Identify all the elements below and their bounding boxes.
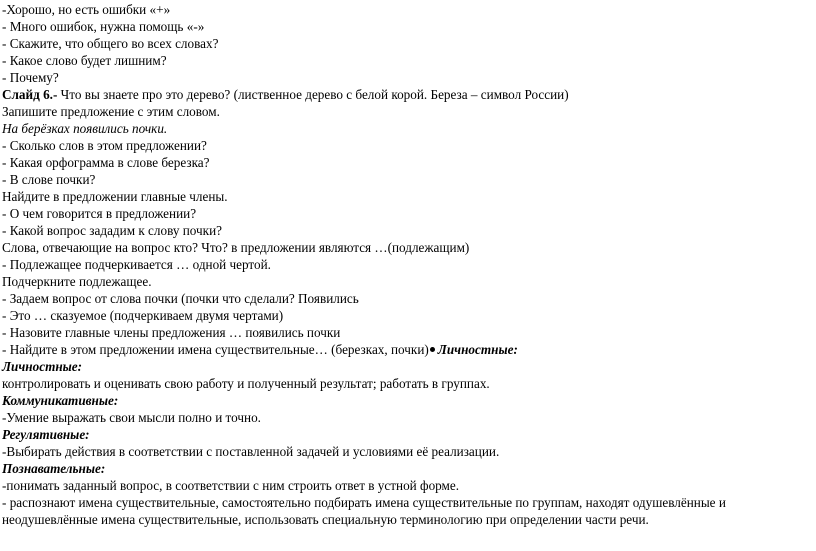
text-line: - Скажите, что общего во всех словах? xyxy=(2,36,219,51)
nouns-question: - Найдите в этом предложении имена существительные… (березках, почки) xyxy=(2,342,429,357)
section-heading-personal: Личностные: xyxy=(2,359,83,374)
text-line: -Хорошо, но есть ошибки «+» xyxy=(2,2,171,17)
text-line: - Это … сказуемое (подчеркиваем двумя чертами) xyxy=(2,308,284,323)
example-sentence: На берёзках появились почки. xyxy=(2,121,168,136)
slide-question: Что вы знаете про это дерево? (лиственное дерево с белой корой. Береза – символ России) xyxy=(57,87,569,102)
text-line: Найдите в предложении главные члены. xyxy=(2,189,228,204)
text-line: - Какая орфограмма в слове березка? xyxy=(2,155,210,170)
text-line: - Много ошибок, нужна помощь «-» xyxy=(2,19,205,34)
text-line: - Подлежащее подчеркивается … одной чертой. xyxy=(2,257,271,272)
section-heading-regulatory: Регулятивные: xyxy=(2,427,90,442)
text-line: Слова, отвечающие на вопрос кто? Что? в предложении являются …(подлежащим) xyxy=(2,240,470,255)
text-line: - Сколько слов в этом предложении? xyxy=(2,138,207,153)
slide-6-line xyxy=(2,86,569,103)
personal-heading-inline: Личностные: xyxy=(437,342,518,357)
text-line: - О чем говорится в предложении? xyxy=(2,206,197,221)
text-line: Подчеркните подлежащее. xyxy=(2,274,152,289)
text-line: - Задаем вопрос от слова почки (почки что сделали? Появились xyxy=(2,291,359,306)
text-line: Запишите предложение с этим словом. xyxy=(2,104,220,119)
text-line: - В слове почки? xyxy=(2,172,96,187)
text-line: -Умение выражать свои мысли полно и точно. xyxy=(2,410,261,425)
section-heading-communicative: Коммуникативные: xyxy=(2,393,119,408)
text-line: -понимать заданный вопрос, в соответствии с ним строить ответ в устной форме. xyxy=(2,478,460,493)
text-line: - Почему? xyxy=(2,70,59,85)
text-line: контролировать и оценивать свою работу и полученный результат; работать в группах. xyxy=(2,376,490,391)
text-line: - Какой вопрос зададим к слову почки? xyxy=(2,223,222,238)
section-heading-cognitive: Познавательные: xyxy=(2,461,106,476)
slide-label: Слайд 6.- xyxy=(2,87,58,102)
bullet-icon xyxy=(430,347,435,352)
text-line: неодушевлённые имена существительные, использовать специальную терминологию при определении части речи. xyxy=(2,512,649,527)
nouns-line xyxy=(2,341,518,358)
text-line: - Назовите главные члены предложения … появились почки xyxy=(2,325,341,340)
text-line: -Выбирать действия в соответствии с поставленной задачей и условиями её реализации. xyxy=(2,444,500,459)
text-line: - распознают имена существительные, самостоятельно подбирать имена существительные по группам, находят одушевлённые и xyxy=(2,495,726,510)
text-line: - Какое слово будет лишним? xyxy=(2,53,167,68)
